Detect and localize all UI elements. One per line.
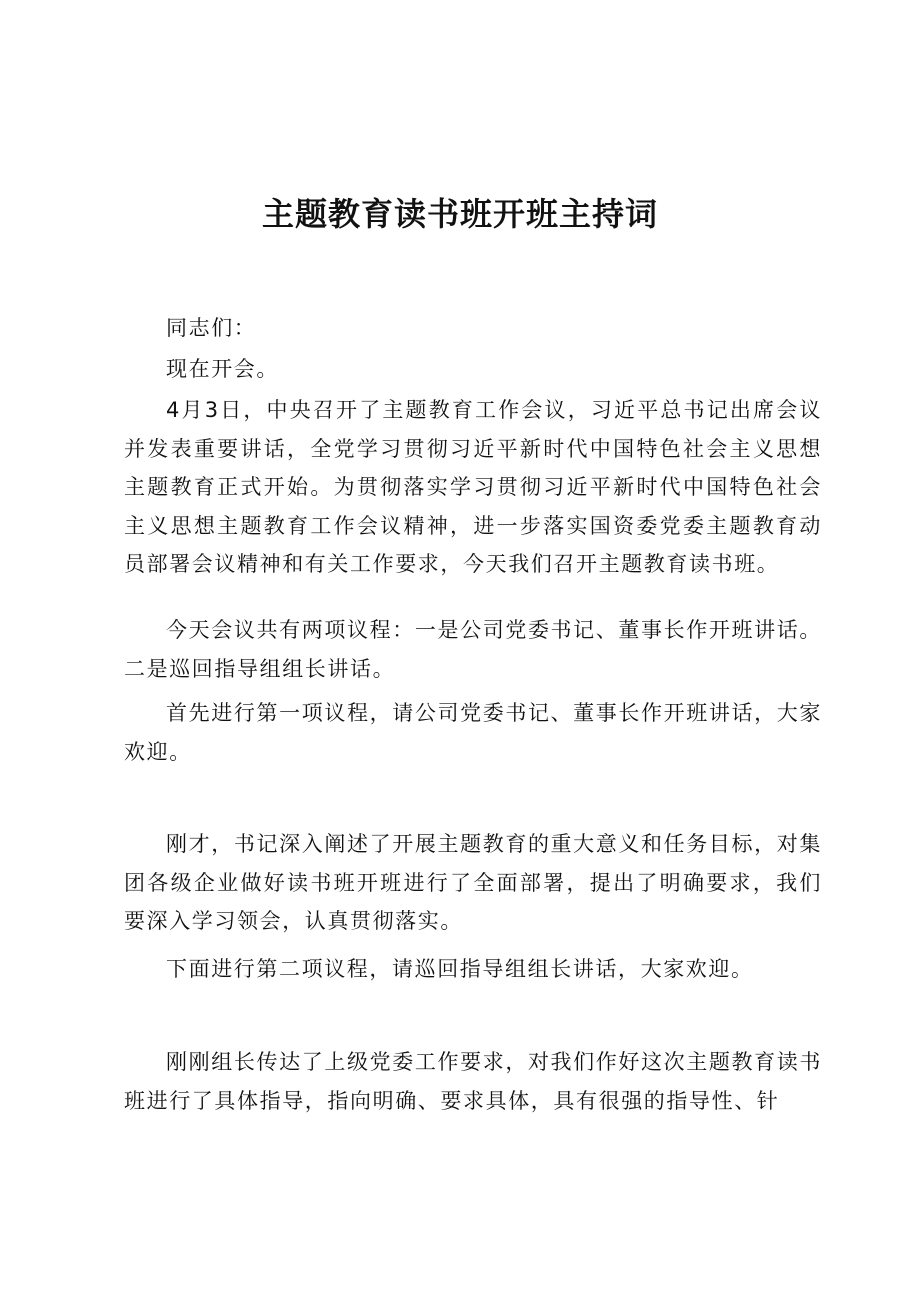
document-title: 主题教育读书班开班主持词 — [261, 195, 658, 233]
paragraph-salutation: 同志们： — [166, 316, 257, 340]
paragraph-agenda: 今天会议共有两项议程：一是公司党委书记、董事长作开班讲话。二是巡回指导组组长讲话。 — [124, 618, 822, 681]
paragraph-first-item: 首先进行第一项议程，请公司党委书记、董事长作开班讲话，大家欢迎。 — [124, 701, 822, 764]
paragraph-background: 4月3日，中央召开了主题教育工作会议，习近平总书记出席会议并发表重要讲话，全党学习贯彻习近平新时代中国特色社会主义思想主题教育正式开始。为贯彻落实学习贯彻习近平新时代中国特色社会主义思想主题教育工作会议精神，进一步落实国资委党委主题教育动员部署会议精神和有关工作要求，今天我们召开主题教育读书班。 — [124, 398, 822, 576]
paragraph-summary-second: 刚刚组长传达了上级党委工作要求，对我们作好这次主题教育读书班进行了具体指导，指向明确、要求具体，具有很强的指导性、针 — [124, 1050, 822, 1113]
paragraph-second-item: 下面进行第二项议程，请巡回指导组组长讲话，大家欢迎。 — [166, 957, 754, 981]
paragraph-summary-first: 刚才，书记深入阐述了开展主题教育的重大意义和任务目标，对集团各级企业做好读书班开班进行了全面部署，提出了明确要求，我们要深入学习领会，认真贯彻落实。 — [124, 832, 822, 933]
paragraph-opening: 现在开会。 — [166, 357, 279, 381]
